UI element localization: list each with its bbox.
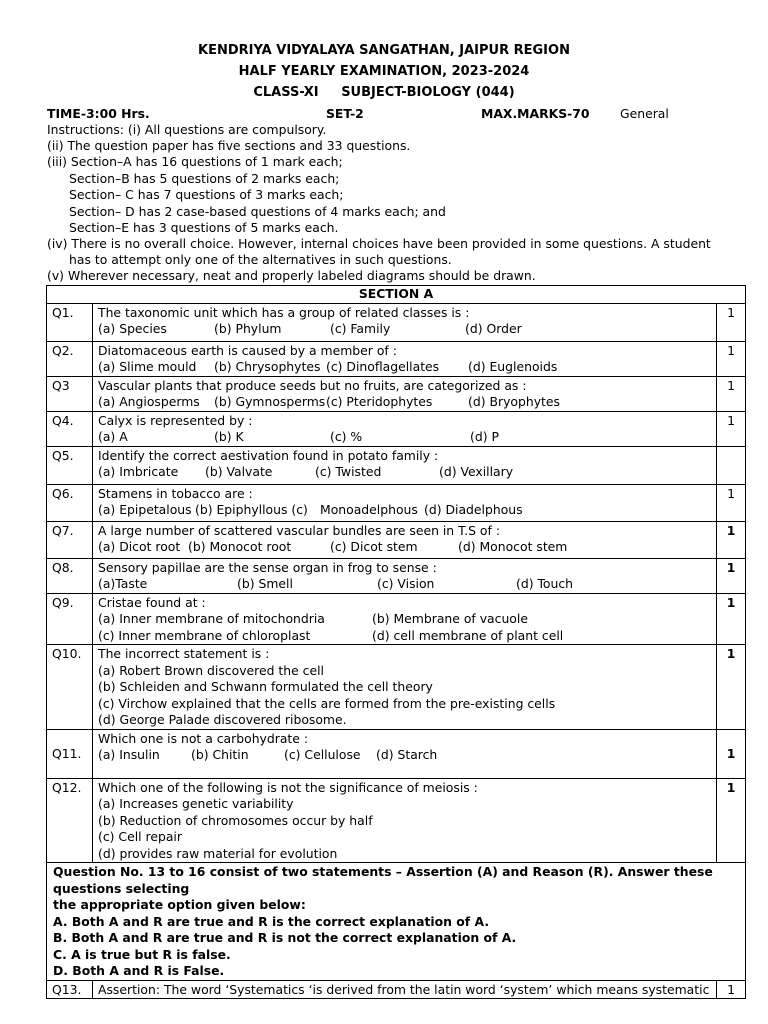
option: (a) Inner membrane of mitochondria (98, 611, 325, 626)
instruction-line: has to attempt only one of the alternatives in such questions. (69, 252, 452, 267)
option: (d) cell membrane of plant cell (372, 627, 564, 643)
question-marks: 1 (717, 484, 746, 521)
question-text: Diatomaceous earth is caused by a member of : (98, 342, 397, 358)
option: (b) Smell (237, 576, 293, 591)
question-text: Identify the correct aestivation found in potato family : (98, 447, 439, 463)
question-row (47, 303, 746, 341)
question-body (93, 778, 717, 863)
options (98, 359, 711, 376)
question-text: The incorrect statement is : (98, 646, 270, 661)
exam-title: HALF YEARLY EXAMINATION, 2023-2024 (238, 64, 530, 79)
question-number: Q7. (47, 521, 93, 558)
question-body (93, 376, 717, 411)
set-label: SET-2 (326, 106, 364, 121)
options (98, 747, 711, 764)
instruction-line: the appropriate option given below: (53, 897, 306, 912)
instruction-line: Section– D has 2 case-based questions of 4 marks each; and (69, 204, 446, 219)
question-number: Q11. (47, 729, 93, 778)
option: (d) provides raw material for evolution (98, 845, 338, 861)
option-line: D. Both A and R is False. (53, 963, 225, 978)
option: (b) Gymnosperms (214, 394, 326, 409)
options (98, 576, 711, 593)
question-marks: 1 (717, 411, 746, 446)
question-number: Q5. (47, 446, 93, 484)
option: (d) P (470, 429, 499, 444)
question-text: Cristae found at : (98, 594, 206, 610)
option: (b) Schleiden and Schwann formulated the cell theory (98, 679, 433, 694)
question-body (93, 558, 717, 593)
question-marks: 1 (717, 778, 746, 863)
option: (a) Angiosperms (98, 394, 200, 409)
instruction-line: Question No. 13 to 16 consist of two statements – Assertion (A) and Reason (R). Answer these questions selecting (53, 864, 713, 896)
option: (b) Monocot root (188, 539, 292, 554)
question-number: Q9. (47, 593, 93, 645)
instruction-line: (ii) The question paper has five sections and 33 questions. (47, 138, 411, 153)
question-marks: 1 (717, 980, 746, 999)
option: (a) Increases genetic variability (98, 796, 294, 811)
question-body (93, 341, 717, 376)
question-table (46, 285, 746, 999)
question-body (93, 303, 717, 341)
option: (b) Membrane of vacuole (372, 611, 528, 626)
instruction-line: (iv) There is no overall choice. However, internal choices have been provided in some questions. A student (47, 236, 711, 251)
question-row (47, 411, 746, 446)
question-body (93, 484, 717, 521)
option: (d) Order (465, 321, 522, 336)
option: (d) Diadelphous (424, 502, 523, 517)
options (98, 321, 711, 338)
question-number: Q8. (47, 558, 93, 593)
option: (b) K (214, 429, 244, 444)
options (98, 539, 711, 556)
option: (c) Twisted (315, 464, 382, 479)
option: (c) Vision (377, 576, 435, 591)
options (98, 464, 711, 481)
question-number: Q12. (47, 778, 93, 863)
question-text: Calyx is represented by : (98, 412, 253, 428)
question-row (47, 376, 746, 411)
option: (b) Epiphyllous (c) (195, 502, 308, 517)
question-body (93, 729, 717, 778)
options (98, 394, 711, 411)
question-body (93, 593, 717, 645)
question-row (47, 484, 746, 521)
option: (c) Cell repair (98, 829, 182, 844)
question-text: Which one of the following is not the significance of meiosis : (98, 779, 478, 795)
option: (d) Euglenoids (468, 359, 558, 374)
question-body (93, 446, 717, 484)
question-row (47, 446, 746, 484)
question-row (47, 593, 746, 645)
options (98, 502, 711, 519)
option: (a)Taste (98, 576, 148, 591)
section-title: SECTION A (47, 286, 746, 304)
option: (a) Robert Brown discovered the cell (98, 662, 324, 678)
instruction-line: Section–B has 5 questions of 2 marks each; (69, 171, 340, 186)
assertion-reason-instructions-row (47, 863, 746, 981)
question-row (47, 521, 746, 558)
option: (d) Vexillary (439, 464, 514, 479)
question-row (47, 645, 746, 730)
question-number: Q1. (47, 303, 93, 341)
option: (c) Family (330, 321, 391, 336)
option: (d) Touch (516, 576, 574, 591)
option: (c) Pteridophytes (326, 394, 433, 409)
question-marks (717, 446, 746, 484)
question-number: Q6. (47, 484, 93, 521)
assertion-reason-instructions (47, 863, 746, 981)
question-marks: 1 (717, 303, 746, 341)
question-row (47, 558, 746, 593)
option: (c) Dicot stem (330, 539, 418, 554)
option: (b) Chrysophytes (214, 359, 321, 374)
option: (c) % (330, 429, 363, 444)
question-body (93, 645, 717, 730)
max-marks-label: MAX.MARKS-70 (481, 106, 590, 121)
question-text: The taxonomic unit which has a group of related classes is : (98, 304, 470, 320)
instruction-line: Section–E has 3 questions of 5 marks each. (69, 220, 339, 235)
option: (a) Species (98, 321, 167, 336)
option: (d) George Palade discovered ribosome. (98, 712, 347, 727)
question-row (47, 778, 746, 863)
option: (a) Imbricate (98, 464, 179, 479)
instruction-line: (v) Wherever necessary, neat and properly labeled diagrams should be drawn. (47, 268, 536, 283)
question-text: A large number of scattered vascular bundles are seen in T.S of : (98, 522, 500, 538)
question-marks: 1 (717, 645, 746, 730)
question-row (47, 341, 746, 376)
school-title: KENDRIYA VIDYALAYA SANGATHAN, JAIPUR REGION (198, 43, 570, 58)
question-number: Q3 (47, 376, 93, 411)
option-line: A. Both A and R are true and R is the correct explanation of A. (53, 913, 490, 929)
option: Monoadelphous (320, 502, 418, 517)
question-marks: 1 (717, 729, 746, 778)
option: (b) Valvate (205, 464, 273, 479)
question-number: Q10. (47, 645, 93, 730)
options (98, 429, 711, 446)
question-row (47, 729, 746, 778)
option: (b) Phylum (214, 321, 282, 336)
option: (c) Cellulose (284, 747, 361, 762)
options (98, 611, 711, 628)
option-line: B. Both A and R are true and R is not the correct explanation of A. (53, 930, 517, 945)
option-line: C. A is true but R is false. (53, 946, 231, 962)
question-marks: 1 (717, 341, 746, 376)
section-header-row (47, 286, 746, 304)
option: (b) Chitin (191, 747, 249, 762)
option: (a) A (98, 429, 128, 444)
question-text: Assertion: The word ‘Systematics ‘is derived from the latin word ‘system’ which means systematic (93, 980, 717, 999)
option: (c) Virchow explained that the cells are formed from the pre-existing cells (98, 695, 556, 711)
option: (d) Starch (376, 747, 438, 762)
question-body (93, 411, 717, 446)
option: (a) Slime mould (98, 359, 197, 374)
options (98, 628, 711, 645)
question-row (47, 980, 746, 999)
time-label: TIME-3:00 Hrs. (47, 106, 150, 121)
option: (a) Epipetalous (98, 502, 192, 517)
question-number: Q4. (47, 411, 93, 446)
question-text: Which one is not a carbohydrate : (98, 730, 309, 746)
question-marks: 1 (717, 593, 746, 645)
instruction-line: Section– C has 7 questions of 3 marks each; (69, 187, 344, 202)
category-label: General (620, 106, 669, 121)
question-text: Stamens in tobacco are : (98, 485, 253, 501)
option: (d) Monocot stem (458, 539, 568, 554)
option: (b) Reduction of chromosomes occur by half (98, 812, 373, 828)
instruction-line: Instructions: (i) All questions are compulsory. (47, 122, 327, 137)
option: (d) Bryophytes (468, 394, 560, 409)
question-number: Q2. (47, 341, 93, 376)
option: (c) Inner membrane of chloroplast (98, 627, 311, 643)
instruction-line: (iii) Section–A has 16 questions of 1 mark each; (47, 154, 343, 169)
question-marks: 1 (717, 376, 746, 411)
option: (c) Dinoflagellates (326, 359, 440, 374)
option: (a) Insulin (98, 747, 160, 762)
question-marks: 1 (717, 521, 746, 558)
question-text: Vascular plants that produce seeds but no fruits, are categorized as : (98, 377, 527, 393)
question-marks: 1 (717, 558, 746, 593)
option: (a) Dicot root (98, 539, 181, 554)
question-number: Q13. (47, 980, 93, 999)
class-subject: CLASS-XI SUBJECT-BIOLOGY (044) (253, 85, 515, 100)
question-body (93, 521, 717, 558)
question-text: Sensory papillae are the sense organ in frog to sense : (98, 559, 437, 575)
